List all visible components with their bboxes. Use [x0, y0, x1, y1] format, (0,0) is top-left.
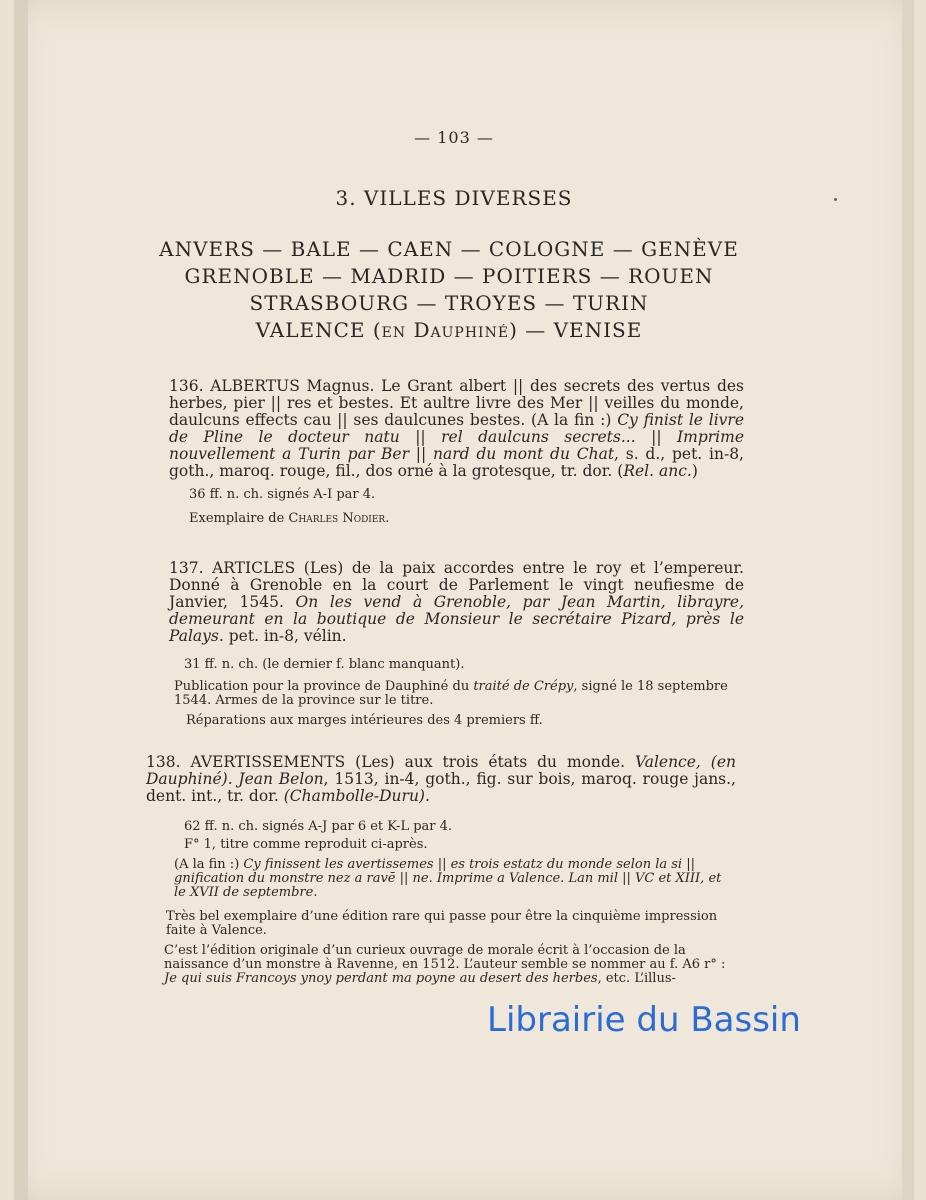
city-line-4: VALENCE (en Dauphiné) — VENISE — [255, 318, 643, 342]
entry-138-note-1: 62 ff. n. ch. signés A-J par 6 et K-L par 4. — [184, 819, 453, 834]
page-number: — 103 — — [414, 128, 494, 147]
catalog-entry-137: 137. ARTICLES (Les) de la paix accordes entre le roy et l’empereur. Donné à Grenoble en la court de Parlement le vingt neufiesme de Janvier, 1545. On les vend à Grenoble, par Jean Martin, librayre, demeurant en la boutique de Monsieur le secrétaire Pizard, près le Palays. pet. in-8, vélin. — [169, 559, 745, 645]
entry-138-note-4: Très bel exemplaire d’une édition rare qui passe pour être la cinquième impression faite à Valence. — [166, 909, 718, 938]
city-line-1: ANVERS — BALE — CAEN — COLOGNE — GENÈVE — [159, 237, 739, 261]
small-caps-en-dauphine: en Dauphiné — [381, 318, 510, 342]
entry-136-note-1: 36 ff. n. ch. signés A-I par 4. — [189, 487, 376, 502]
page-edge-right — [902, 0, 914, 1200]
page-edge-left — [14, 0, 28, 1200]
entry-138-note-5: C’est l’édition originale d’un curieux ouvrage de morale écrit à l’occasion de la naissance d’un monstre à Ravenne, en 1512. L’auteur semble se nommer au f. A6 r° : Je qui suis Francoys ynoy perdant ma poyne au desert des herbes, etc. L’illus- — [164, 943, 726, 986]
city-list-heading — [154, 236, 744, 344]
entry-137-note-1: 31 ff. n. ch. (le dernier f. blanc manquant). — [184, 657, 465, 672]
entry-137-note-2: Publication pour la province de Dauphiné du traité de Crépy, signé le 18 septembre 1544. Armes de la province sur le titre. — [174, 679, 728, 708]
catalog-entry-138: 138. AVERTISSEMENTS (Les) aux trois états du monde. Valence, (en Dauphiné). Jean Belon, 1513, in-4, goth., fig. sur bois, maroq. rouge jans., dent. int., tr. dor. (Chambolle-Duru). — [146, 753, 736, 805]
entry-136-note-2: Exemplaire de Charles Nodier. — [189, 511, 390, 526]
entry-137-note-3: Réparations aux marges intérieures des 4 premiers ff. — [186, 713, 543, 728]
watermark-text: Librairie du Bassin — [487, 1000, 801, 1040]
catalog-entry-136: 136. ALBERTUS Magnus. Le Grant albert || des secrets des vertus des herbes, pier || res et bestes. Et aultre livre des Mer || veilles du monde, daulcuns effects cau || ses daulcunes bestes. (A la fin :) Cy finist le livre de Pline le docteur natu || rel daulcuns secrets... || Imprime nouvellement a Turin par Ber || nard du mont du Chat, s. d., pet. in-8, goth., maroq. rouge, fil., dos orné à la grotesque, tr. dor. (Rel. anc.) — [169, 377, 744, 480]
section-title: 3. VILLES DIVERSES — [335, 186, 573, 210]
city-line-3: STRASBOURG — TROYES — TURIN — [249, 291, 649, 315]
entry-138-note-3: (A la fin :) Cy finissent les avertissemes || es trois estatz du monde selon la si || gnification du monstre nez a ravē || ne. Imprime a Valence. Lan mil || VC et XIII, et le XVII de septembre. — [174, 857, 722, 900]
entry-138-note-2: F° 1, titre comme reproduit ci-après. — [184, 837, 428, 852]
city-line-2: GRENOBLE — MADRID — POITIERS — ROUEN — [184, 264, 714, 288]
paper-spot — [834, 198, 837, 201]
